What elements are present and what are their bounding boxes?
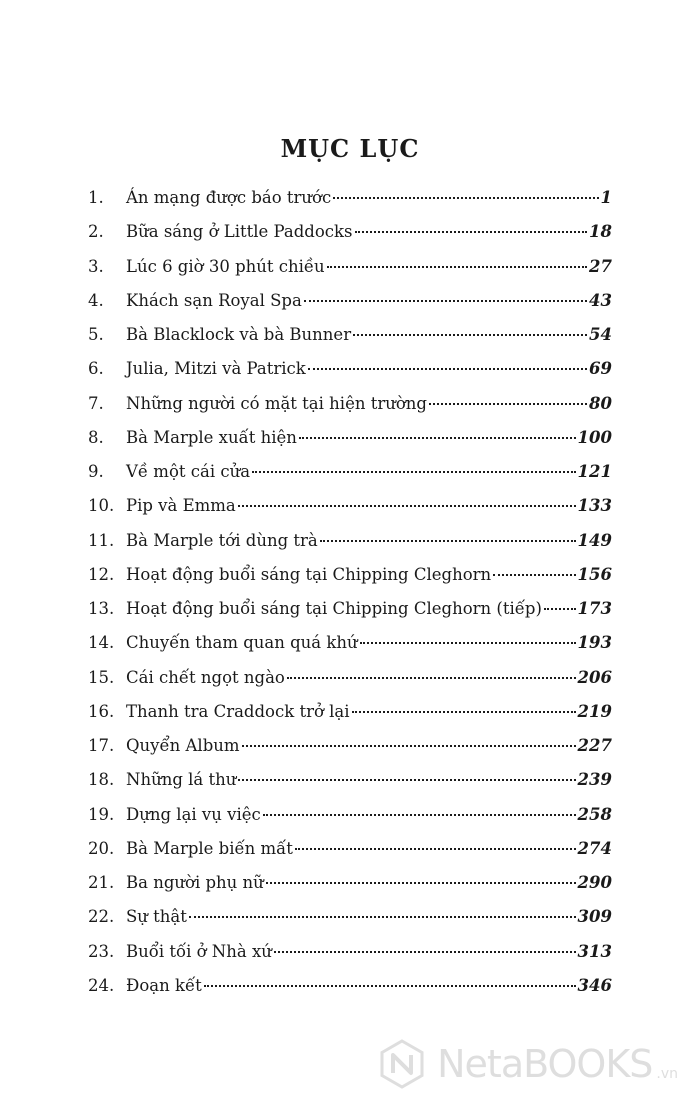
toc-entry [88, 257, 612, 291]
toc-entry [88, 565, 612, 599]
toc-entry [88, 942, 612, 976]
toc-entry-title: Pip và Emma [126, 496, 236, 516]
toc-entry-number: 11. [88, 530, 115, 550]
toc-entry [88, 668, 612, 702]
toc-entry-number: 12. [88, 564, 115, 584]
toc-entry [88, 188, 612, 222]
toc-entry [88, 359, 612, 393]
toc-entry-number: 20. [88, 838, 115, 858]
toc-entry [88, 325, 612, 359]
toc-dot-leader [252, 471, 575, 473]
toc-entry-number: 10. [88, 496, 115, 516]
toc-dot-leader [429, 403, 587, 405]
toc-entry [88, 805, 612, 839]
toc-dot-leader [544, 608, 576, 610]
toc-entry [88, 907, 612, 941]
toc-dot-leader [299, 437, 576, 439]
toc-entry-page: 227 [577, 736, 612, 755]
toc-entry-page: 121 [577, 462, 612, 481]
toc-entry-number: 4. [88, 290, 104, 310]
toc-entry-title: Những lá thư [126, 770, 237, 790]
toc-dot-leader [242, 745, 576, 747]
toc-dot-leader [204, 985, 576, 987]
toc-entry-page: 309 [577, 907, 612, 927]
toc-entry-number: 8. [88, 427, 104, 447]
toc-dot-leader [287, 677, 576, 679]
toc-entry-title: Chuyến tham quan quá khứ [126, 633, 358, 653]
toc-entry-page: 193 [577, 633, 612, 653]
toc-entry-page: 18 [589, 222, 612, 242]
toc-entry-page: 69 [589, 359, 612, 379]
toc-entry [88, 736, 612, 770]
toc-entry-page: 173 [577, 599, 612, 618]
toc-entry-page: 54 [589, 325, 612, 344]
toc-entry-title: Lúc 6 giờ 30 phút chiều [126, 256, 325, 276]
toc-entry-title: Ba người phụ nữ [126, 873, 264, 892]
toc-entry-number: 15. [88, 667, 115, 687]
toc-entry [88, 291, 612, 325]
toc-entry-number: 1. [88, 188, 104, 207]
toc-entry-number: 2. [88, 222, 104, 242]
table-of-contents [88, 188, 612, 1010]
toc-dot-leader [304, 300, 587, 302]
toc-entry-title: Bà Marple tới dùng trà [126, 530, 318, 550]
toc-entry-number: 22. [88, 907, 115, 927]
toc-dot-leader [355, 231, 588, 233]
toc-entry [88, 839, 612, 873]
toc-dot-leader [295, 848, 576, 850]
toc-entry-title: Buổi tối ở Nhà xứ [126, 941, 272, 961]
toc-entry-number: 24. [88, 975, 115, 995]
toc-entry-number: 19. [88, 804, 115, 824]
toc-entry [88, 428, 612, 462]
toc-entry [88, 702, 612, 736]
toc-entry-title: Cái chết ngọt ngào [126, 667, 285, 687]
toc-dot-leader [238, 779, 575, 781]
toc-entry-page: 239 [577, 770, 612, 790]
toc-entry-page: 1 [600, 188, 612, 207]
toc-dot-leader [353, 334, 587, 336]
toc-entry-number: 6. [88, 359, 104, 379]
toc-entry-page: 219 [577, 701, 612, 721]
toc-dot-leader [308, 368, 587, 370]
toc-entry-title: Về một cái cửa [126, 462, 251, 481]
toc-entry-number: 7. [88, 393, 104, 413]
toc-dot-leader [189, 916, 576, 918]
toc-dot-leader [360, 642, 576, 644]
toc-entry-page: 206 [577, 667, 612, 687]
toc-entry-title: Sự thật [126, 907, 187, 927]
toc-entry-title: Bà Blacklock và bà Bunner [126, 325, 352, 344]
toc-entry-title: Bà Marple xuất hiện [126, 427, 297, 447]
toc-entry-number: 5. [88, 325, 104, 344]
toc-entry-page: 133 [577, 496, 612, 516]
toc-entry-title: Đoạn kết [126, 975, 202, 995]
toc-entry-number: 3. [88, 256, 104, 276]
toc-entry-page: 43 [589, 290, 612, 310]
toc-entry-page: 156 [577, 564, 612, 584]
toc-entry [88, 222, 612, 256]
toc-entry-number: 13. [88, 599, 115, 618]
toc-entry [88, 394, 612, 428]
toc-entry-page: 258 [577, 804, 612, 824]
toc-entry-title: Julia, Mitzi và Patrick [126, 359, 306, 379]
toc-entry-title: Quyển Album [126, 736, 240, 755]
toc-entry [88, 873, 612, 907]
toc-entry-page: 313 [577, 941, 612, 961]
toc-entry [88, 599, 612, 633]
toc-entry-number: 14. [88, 633, 115, 653]
toc-entry-page: 290 [577, 873, 612, 892]
toc-entry-page: 274 [577, 838, 612, 858]
toc-dot-leader [352, 711, 576, 713]
toc-entry-page: 27 [589, 256, 612, 276]
toc-entry-number: 21. [88, 873, 115, 892]
toc-dot-leader [333, 197, 598, 199]
toc-entry-title: Hoạt động buổi sáng tại Chipping Cleghorn [126, 564, 492, 584]
toc-entry-title: Án mạng được báo trước [126, 188, 332, 207]
netabooks-logo-icon [377, 1039, 427, 1089]
watermark-suffix: .vn [656, 1066, 678, 1082]
toc-entry-number: 16. [88, 701, 115, 721]
toc-entry-number: 18. [88, 770, 115, 790]
toc-entry [88, 770, 612, 804]
toc-entry-number: 23. [88, 941, 115, 961]
toc-entry [88, 976, 612, 1010]
toc-dot-leader [327, 266, 587, 268]
toc-entry-page: 346 [577, 975, 612, 995]
toc-entry-title: Bữa sáng ở Little Paddocks [126, 222, 353, 242]
toc-entry-number: 17. [88, 736, 115, 755]
toc-entry [88, 496, 612, 530]
toc-dot-leader [493, 574, 575, 576]
toc-dot-leader [238, 505, 576, 507]
toc-entry-title: Dựng lại vụ việc [126, 804, 261, 824]
toc-entry-title: Khách sạn Royal Spa [126, 290, 302, 310]
toc-entry-title: Những người có mặt tại hiện trường [126, 393, 427, 413]
toc-dot-leader [274, 951, 576, 953]
toc-entry-title: Hoạt động buổi sáng tại Chipping Cleghorn (tiếp) [126, 599, 542, 618]
toc-entry-page: 149 [577, 530, 612, 550]
toc-entry-page: 100 [577, 427, 612, 447]
toc-entry-number: 9. [88, 462, 104, 481]
toc-dot-leader [266, 882, 576, 884]
toc-dot-leader [263, 814, 576, 816]
toc-dot-leader [320, 540, 576, 542]
toc-entry-title: Bà Marple biến mất [126, 838, 293, 858]
netabooks-watermark [377, 1039, 684, 1089]
toc-entry [88, 633, 612, 667]
toc-entry-title: Thanh tra Craddock trở lại [126, 701, 350, 721]
toc-entry [88, 531, 612, 565]
toc-entry [88, 462, 612, 496]
toc-entry-page: 80 [589, 393, 612, 413]
watermark-brand: NetaBOOKS [437, 1042, 653, 1086]
page-title: MỤC LỤC [280, 134, 420, 164]
